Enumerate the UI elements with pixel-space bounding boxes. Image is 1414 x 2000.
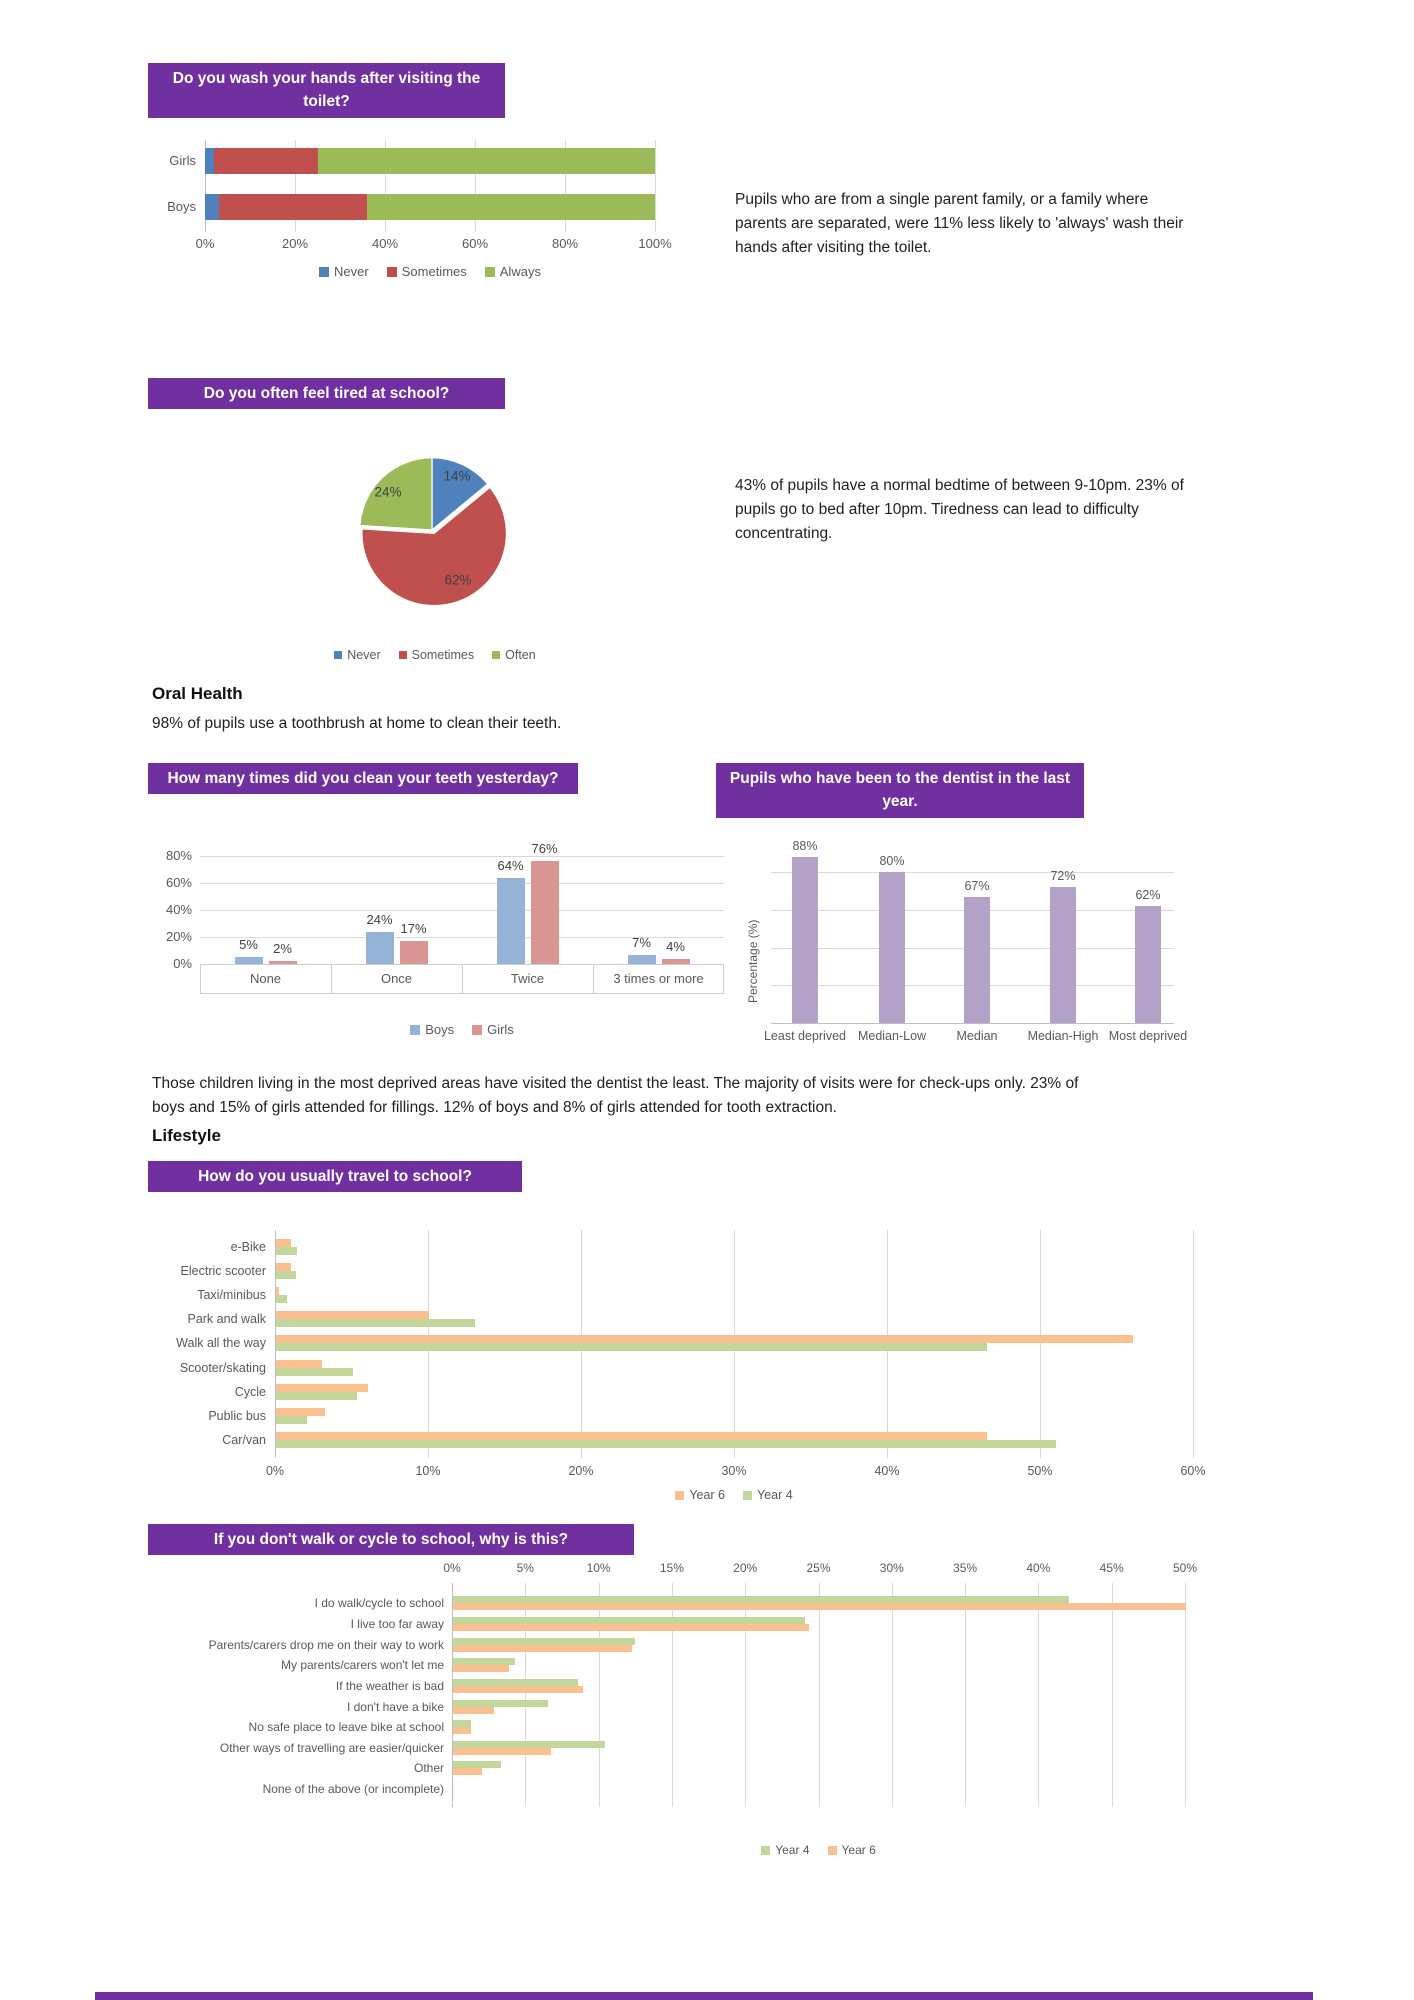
category-label: Public bus <box>208 1409 266 1423</box>
x-tick-label: 15% <box>659 1561 684 1575</box>
category-label: Girls <box>169 153 196 168</box>
category-label: Once <box>380 971 413 986</box>
legend-swatch <box>410 1025 420 1035</box>
category-label: Boys <box>167 199 196 214</box>
legend-label: Sometimes <box>411 648 475 662</box>
legend-item <box>387 264 467 279</box>
gridline <box>200 910 724 911</box>
bar <box>453 1638 635 1645</box>
gridline <box>655 140 656 232</box>
y-tick-label: 40% <box>165 902 192 917</box>
x-tick-label: 20% <box>733 1561 758 1575</box>
legend-item <box>761 1843 809 1857</box>
gridline <box>965 1583 966 1807</box>
section-header-teeth: How many times did you clean your teeth yesterday? <box>148 763 578 794</box>
bar <box>276 1416 307 1424</box>
x-tick-label: 10% <box>415 1464 441 1478</box>
bar <box>453 1596 1069 1603</box>
bar <box>879 872 905 1023</box>
section-header-handwash: Do you wash your hands after visiting the toilet? <box>148 63 505 118</box>
legend-item <box>334 648 380 662</box>
bar <box>269 961 297 964</box>
gridline <box>892 1583 893 1807</box>
section-header-travel: How do you usually travel to school? <box>148 1161 522 1192</box>
category-label: Scooter/skating <box>179 1361 266 1375</box>
legend-label: Never <box>347 648 381 662</box>
bar <box>276 1239 291 1247</box>
y-tick-label: 20% <box>165 929 192 944</box>
legend-item <box>485 264 541 279</box>
gridline <box>200 883 724 884</box>
bar <box>453 1665 509 1672</box>
value-label: 62% <box>1135 888 1161 903</box>
bar <box>366 932 394 964</box>
x-tick-label: 35% <box>953 1561 978 1575</box>
legend-swatch <box>472 1025 482 1035</box>
pie-value-label: 24% <box>374 484 402 500</box>
gridline <box>1112 1583 1113 1807</box>
category-label: No safe place to leave bike at school <box>248 1720 444 1734</box>
bar <box>276 1319 475 1327</box>
bar-segment <box>205 148 214 174</box>
value-label: 64% <box>497 857 524 873</box>
bar <box>276 1432 987 1440</box>
bar <box>276 1263 291 1271</box>
x-tick-label: 0% <box>443 1561 461 1575</box>
y-tick-label: 0% <box>173 956 192 971</box>
legend-label: Year 6 <box>841 1843 876 1857</box>
section-header-dentist: Pupils who have been to the dentist in the last year. <box>716 763 1084 818</box>
category-label: 3 times or more <box>613 971 704 986</box>
note-tired: 43% of pupils have a normal bedtime of between 9-10pm. 23% of pupils go to bed after 10pm. Tiredness can lead to difficulty concentrating. <box>735 477 1184 543</box>
legend-label: Always <box>499 264 541 279</box>
x-tick-label: 30% <box>879 1561 904 1575</box>
gridline <box>1185 1583 1186 1807</box>
bar <box>1135 906 1161 1023</box>
legend-label: Sometimes <box>401 264 467 279</box>
legend-label: Year 4 <box>757 1488 793 1502</box>
bar <box>453 1761 501 1768</box>
category-label: Other <box>413 1761 444 1775</box>
bar-segment <box>205 194 219 220</box>
x-tick-label: 5% <box>516 1561 534 1575</box>
x-axis-line <box>771 1023 1174 1024</box>
category-label: Taxi/minibus <box>197 1288 266 1302</box>
handwash-stacked-bar-chart <box>150 132 710 297</box>
bar <box>453 1748 551 1755</box>
legend-swatch <box>492 651 500 659</box>
bar-segment <box>367 194 655 220</box>
bar <box>453 1741 605 1748</box>
x-tick-label: 60% <box>461 236 489 251</box>
tired-pie-chart <box>150 430 710 670</box>
bar-segment <box>219 194 368 220</box>
x-tick-label: 50% <box>1172 1561 1198 1575</box>
bar <box>276 1271 296 1279</box>
y-tick-label: 60% <box>165 875 192 890</box>
bar <box>276 1247 297 1255</box>
teeth-grouped-bar-chart <box>150 842 750 1054</box>
legend-swatch <box>828 1846 837 1855</box>
legend-label: Often <box>505 648 536 662</box>
bar-segment <box>214 148 318 174</box>
bar <box>453 1679 578 1686</box>
legend-swatch <box>334 651 342 659</box>
legend-swatch <box>319 267 329 277</box>
value-label: 80% <box>879 854 905 869</box>
bar <box>276 1408 325 1416</box>
category-label: Walk all the way <box>176 1336 266 1350</box>
legend-swatch <box>761 1846 770 1855</box>
legend-label: Boys <box>425 1022 455 1037</box>
category-label: Median-High <box>1027 1029 1099 1043</box>
category-label: Median <box>956 1029 998 1043</box>
legend-swatch <box>675 1491 684 1500</box>
value-label: 2% <box>273 941 292 957</box>
value-label: 76% <box>531 841 558 857</box>
x-tick-label: 45% <box>1099 1561 1124 1575</box>
gridline <box>771 872 1174 873</box>
gridline <box>1038 1583 1039 1807</box>
pie-value-label: 14% <box>443 468 471 484</box>
note-dentist: Those children living in the most deprived areas have visited the dentist the least. The majority of visits were for check-ups only. 23% of boys and 15% of girls attended for fillings. 12% of boys and 8% of girls attended for tooth extraction. <box>152 1075 1079 1117</box>
value-label: 5% <box>239 937 258 953</box>
x-tick-label: 40% <box>1026 1561 1051 1575</box>
bar <box>453 1707 494 1714</box>
value-label: 17% <box>400 921 427 937</box>
category-label: Electric scooter <box>180 1264 266 1278</box>
x-tick-label: 20% <box>568 1464 594 1478</box>
gridline <box>1040 1230 1041 1458</box>
category-label: Parents/carers drop me on their way to work <box>208 1638 444 1652</box>
bar <box>276 1343 987 1351</box>
value-label: 24% <box>366 911 393 927</box>
category-label: My parents/carers won't let me <box>280 1658 444 1672</box>
oral-health-text: 98% of pupils use a toothbrush at home to clean their teeth. <box>152 715 562 732</box>
bar <box>497 878 525 964</box>
category-label: I live too far away <box>350 1617 444 1631</box>
bar <box>453 1768 482 1775</box>
oral-health-heading: Oral Health <box>152 684 243 703</box>
x-tick-label: 50% <box>1027 1464 1053 1478</box>
x-tick-label: 10% <box>586 1561 611 1575</box>
section-header-tired: Do you often feel tired at school? <box>148 378 505 409</box>
category-label: e-Bike <box>230 1240 266 1254</box>
bar <box>453 1686 583 1693</box>
legend-item <box>319 264 369 279</box>
bar <box>628 955 656 964</box>
x-tick-label: 30% <box>721 1464 747 1478</box>
legend-item <box>410 1022 454 1037</box>
legend-label: Never <box>334 264 369 279</box>
legend-item <box>399 648 475 662</box>
category-label: None <box>249 971 282 986</box>
section-header-why: If you don't walk or cycle to school, why is this? <box>148 1524 634 1555</box>
bar <box>792 857 818 1023</box>
legend-swatch <box>743 1491 752 1500</box>
bar <box>662 959 690 964</box>
note-handwash: Pupils who are from a single parent family, or a family where parents are separated, were 11% less likely to 'always' wash their hands after visiting the toilet. <box>735 191 1184 257</box>
bar <box>276 1295 287 1303</box>
travel-grouped-bar-chart <box>150 1200 1280 1510</box>
x-tick-label: 60% <box>1180 1464 1206 1478</box>
legend-item <box>743 1488 793 1502</box>
bar <box>400 941 428 964</box>
legend-item <box>492 648 536 662</box>
x-tick-label: 0% <box>265 1464 285 1478</box>
legend-item <box>675 1488 725 1502</box>
x-tick-label: 40% <box>874 1464 900 1478</box>
value-label: 7% <box>632 934 651 950</box>
category-label: Other ways of travelling are easier/quicker <box>219 1741 444 1755</box>
bar <box>276 1360 322 1368</box>
bar <box>453 1700 548 1707</box>
chart-legend <box>452 1843 1185 1857</box>
bar <box>276 1287 279 1295</box>
category-label: Median-Low <box>857 1029 927 1043</box>
bar <box>235 957 263 964</box>
value-label: 72% <box>1050 869 1076 884</box>
bar <box>276 1440 1056 1448</box>
bar <box>453 1617 805 1624</box>
legend-label: Year 6 <box>689 1488 725 1502</box>
category-label: If the weather is bad <box>335 1679 444 1693</box>
x-tick-label: 40% <box>371 236 399 251</box>
bar <box>453 1645 632 1652</box>
category-label: Most deprived <box>1108 1029 1188 1043</box>
bar <box>531 861 559 964</box>
category-label: Cycle <box>234 1385 266 1399</box>
category-label: None of the above (or incomplete) <box>262 1782 444 1796</box>
y-axis-label: Percentage (%) <box>746 919 760 1003</box>
chart-legend <box>275 1488 1193 1502</box>
bar <box>453 1624 809 1631</box>
gridline <box>200 856 724 857</box>
y-tick-label: 80% <box>165 848 192 863</box>
dentist-bar-chart <box>716 835 1196 1050</box>
page-bottom-rule <box>95 1992 1313 2000</box>
pie-value-label: 62% <box>444 572 472 588</box>
chart-legend <box>205 264 655 279</box>
bar <box>276 1368 353 1376</box>
chart-legend <box>200 1022 724 1037</box>
legend-label: Girls <box>487 1022 514 1037</box>
category-label: Car/van <box>222 1433 266 1447</box>
bar <box>453 1658 515 1665</box>
x-tick-label: 0% <box>195 236 215 251</box>
bar <box>1050 887 1076 1023</box>
bar <box>276 1392 357 1400</box>
value-label: 4% <box>666 938 685 954</box>
value-label: 88% <box>792 839 818 854</box>
value-label: 67% <box>964 878 990 893</box>
category-label: I don't have a bike <box>346 1700 444 1714</box>
bar <box>453 1720 471 1727</box>
x-tick-label: 80% <box>551 236 579 251</box>
category-label: Twice <box>510 971 545 986</box>
lifestyle-heading: Lifestyle <box>152 1126 221 1145</box>
legend-swatch <box>387 267 397 277</box>
x-tick-label: 100% <box>638 236 672 251</box>
bar <box>453 1603 1186 1610</box>
bar-segment <box>318 148 656 174</box>
pie <box>347 445 517 615</box>
chart-legend <box>255 648 615 662</box>
legend-item <box>472 1022 514 1037</box>
category-label: I do walk/cycle to school <box>314 1596 444 1610</box>
legend-label: Year 4 <box>775 1843 810 1857</box>
why-grouped-bar-chart <box>150 1555 1290 1875</box>
category-label: Park and walk <box>187 1312 266 1326</box>
category-label: Least deprived <box>763 1029 846 1043</box>
gridline <box>1193 1230 1194 1458</box>
legend-swatch <box>485 267 495 277</box>
legend-item <box>828 1843 876 1857</box>
legend-swatch <box>399 651 407 659</box>
bar <box>964 897 990 1023</box>
bar <box>276 1384 368 1392</box>
bar <box>276 1335 1133 1343</box>
x-tick-label: 25% <box>806 1561 831 1575</box>
gridline <box>819 1583 820 1807</box>
x-tick-label: 20% <box>281 236 309 251</box>
bar <box>453 1727 471 1734</box>
bar <box>276 1311 429 1319</box>
